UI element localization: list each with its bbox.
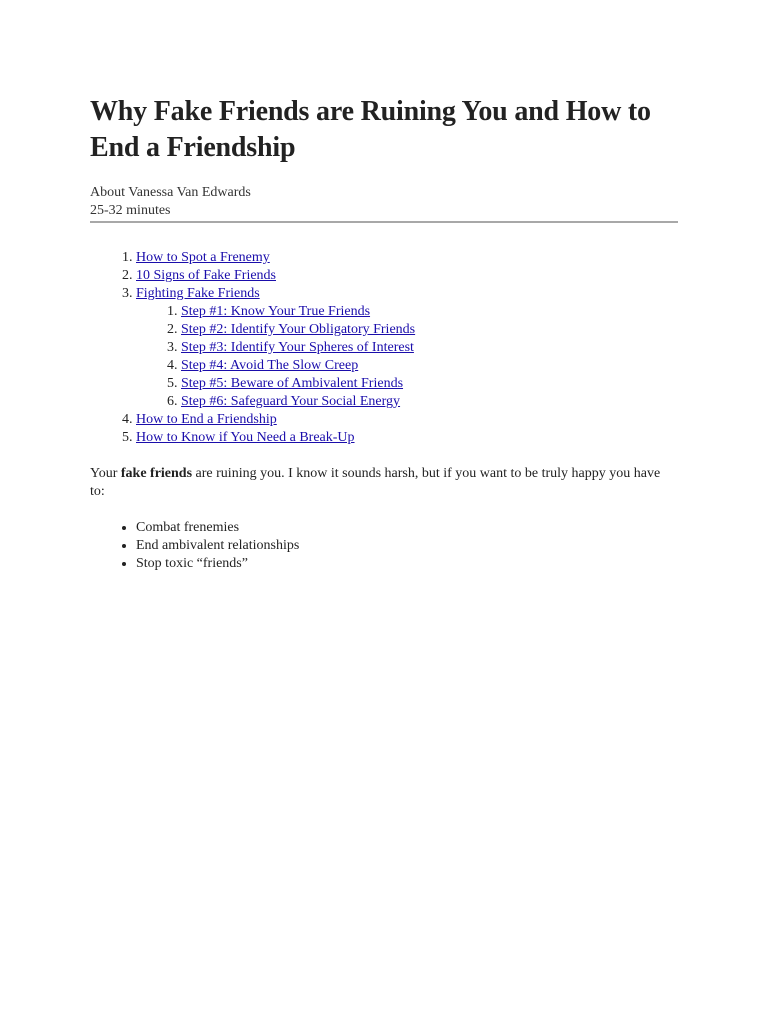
article: [90, 94, 678, 573]
toc-link-step-4[interactable]: Step #4: Avoid The Slow Creep: [181, 358, 359, 373]
bullet-list: [90, 519, 678, 573]
divider: [90, 221, 678, 223]
toc-link-fighting-fake-friends[interactable]: Fighting Fake Friends: [136, 286, 260, 301]
intro-bold: fake friends: [120, 466, 193, 481]
toc-subitem: [181, 321, 678, 339]
intro-prefix: Your: [90, 466, 121, 481]
toc-subitem: [181, 375, 678, 393]
toc-item: [136, 285, 678, 411]
toc-subitem: [181, 339, 678, 357]
toc-subitem: [181, 357, 678, 375]
toc-item: [136, 249, 678, 267]
toc-item: [136, 267, 678, 285]
toc-link-step-1[interactable]: Step #1: Know Your True Friends: [181, 304, 371, 319]
read-time: 25-32 minutes: [90, 203, 171, 218]
article-meta: [90, 184, 678, 220]
table-of-contents: [90, 249, 678, 447]
toc-link-step-3[interactable]: Step #3: Identify Your Spheres of Interest: [181, 340, 414, 355]
toc-subitem: [181, 393, 678, 411]
toc-sublist: [136, 303, 678, 411]
toc-item: [136, 411, 678, 429]
toc-item: [136, 429, 678, 447]
list-item: • Stop toxic “friends”: [136, 555, 678, 573]
toc-link-step-6[interactable]: Step #6: Safeguard Your Social Energy: [181, 394, 401, 409]
intro-paragraph: [90, 465, 678, 501]
author-line: About Vanessa Van Edwards: [90, 185, 251, 200]
toc-link-step-5[interactable]: Step #5: Beware of Ambivalent Friends: [181, 376, 404, 391]
list-item: • End ambivalent relationships: [136, 537, 678, 555]
toc-link-break-up[interactable]: How to Know if You Need a Break-Up: [136, 430, 355, 445]
toc-subitem: [181, 303, 678, 321]
toc-link-step-2[interactable]: Step #2: Identify Your Obligatory Friends: [181, 322, 416, 337]
toc-link-signs-fake-friends[interactable]: 10 Signs of Fake Friends: [136, 268, 276, 283]
toc-link-end-friendship[interactable]: How to End a Friendship: [136, 412, 277, 427]
toc-link-spot-frenemy[interactable]: How to Spot a Frenemy: [136, 250, 270, 265]
page-title: Why Fake Friends are Ruining You and How to End a Friendship: [90, 96, 651, 163]
intro-suffix: are ruining you. I know it sounds harsh, but if you want to be truly happy you have to:: [90, 466, 661, 499]
list-item: • Combat frenemies: [136, 519, 678, 537]
